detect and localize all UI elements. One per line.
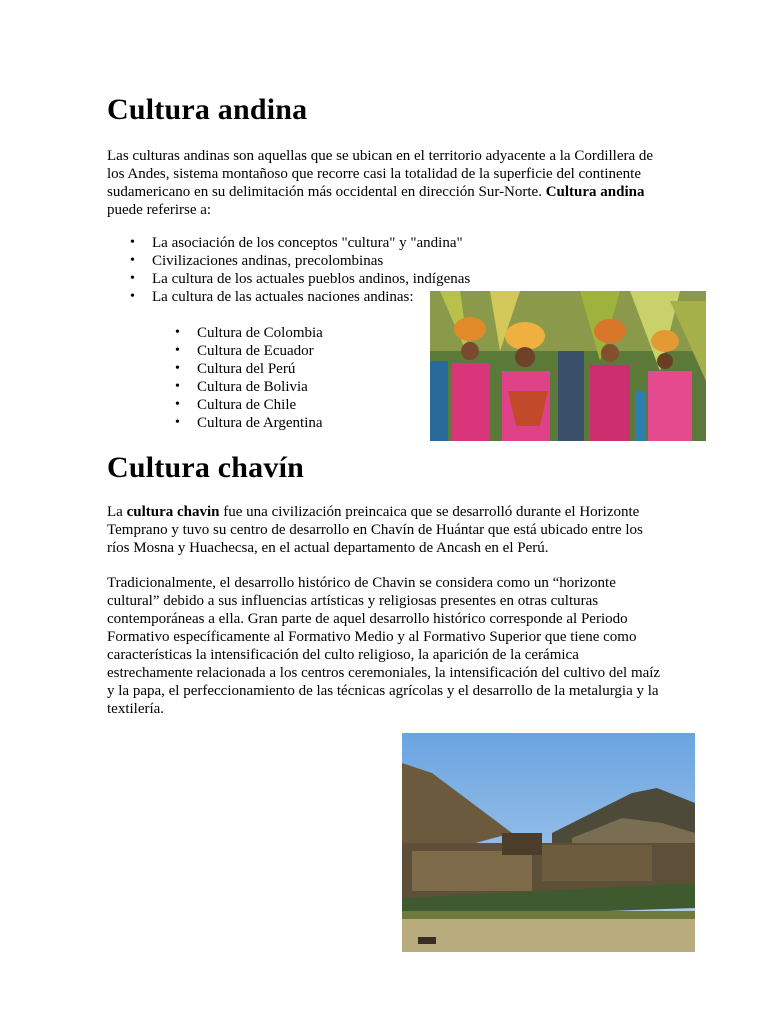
list-item: • Civilizaciones andinas, precolombinas (152, 252, 492, 270)
sublist-item: • Cultura de Argentina (197, 414, 417, 432)
intro-tail: puede referirse a: (107, 202, 212, 218)
list-item: • La cultura de las actuales naciones andinas: (152, 288, 492, 306)
chavin-paragraph-2: Tradicionalmente, el desarrollo histórico de Chavin se considera como un “horizonte cultural” debido a sus influencias artísticas y religiosas presentes en otras culturas contemporáneas a ella. Gran parte de aquel desarrollo histórico corresponde al Periodo Formativo específicamente al Formativo Medio y al Formativo Superior que tiene como características la intensificación del culto religioso, la aparición de la cerámica estrechamente relacionada a los centros ceremoniales, la intensificación del cultivo del maíz y la papa, el perfeccionamiento de las técnicas agrícolas y el desarrollo de la metalurgia y la textilería. (107, 575, 661, 717)
chavin-p1-rest: fue una civilización preincaica que se desarrolló durante el Horizonte Temprano y tuvo su centro de desarrollo en Chavín de Huántar que está ubicado entre los ríos Mosna y Huachecsa, en el actual departamento de Ancash en el Perú. (107, 504, 643, 556)
andean-festival-dancers-photo (430, 291, 706, 441)
chavin-p1-lead: La (107, 504, 127, 520)
sublist-item: • Cultura de Chile (197, 396, 417, 414)
chavin-de-huantar-ruins-photo (402, 733, 695, 952)
heading-cultura-andina: Cultura andina (107, 93, 308, 126)
intro-bold-term: Cultura andina (545, 184, 645, 200)
nations-sublist (197, 324, 417, 432)
chavin-bold-term: cultura chavin (126, 504, 220, 520)
intro-text: Las culturas andinas son aquellas que se ubican en el territorio adyacente a la Cordillera de los Andes, sistema montañoso que recorre casi la totalidad de la superficie del continente sudamericano en su delimitación más occidental en dirección Sur-Norte. (107, 148, 654, 200)
intro-paragraph (107, 147, 663, 219)
sublist-item: • Cultura de Bolivia (197, 378, 417, 396)
heading-cultura-chavin: Cultura chavín (107, 451, 304, 484)
sublist-item: • Cultura de Ecuador (197, 342, 417, 360)
sublist-item: • Cultura de Colombia (197, 324, 417, 342)
list-item: • La cultura de los actuales pueblos andinos, indígenas (152, 270, 492, 288)
chavin-paragraph-1 (107, 503, 663, 557)
list-item: • La asociación de los conceptos "cultura" y "andina" (152, 234, 492, 252)
sublist-item: • Cultura del Perú (197, 360, 417, 378)
